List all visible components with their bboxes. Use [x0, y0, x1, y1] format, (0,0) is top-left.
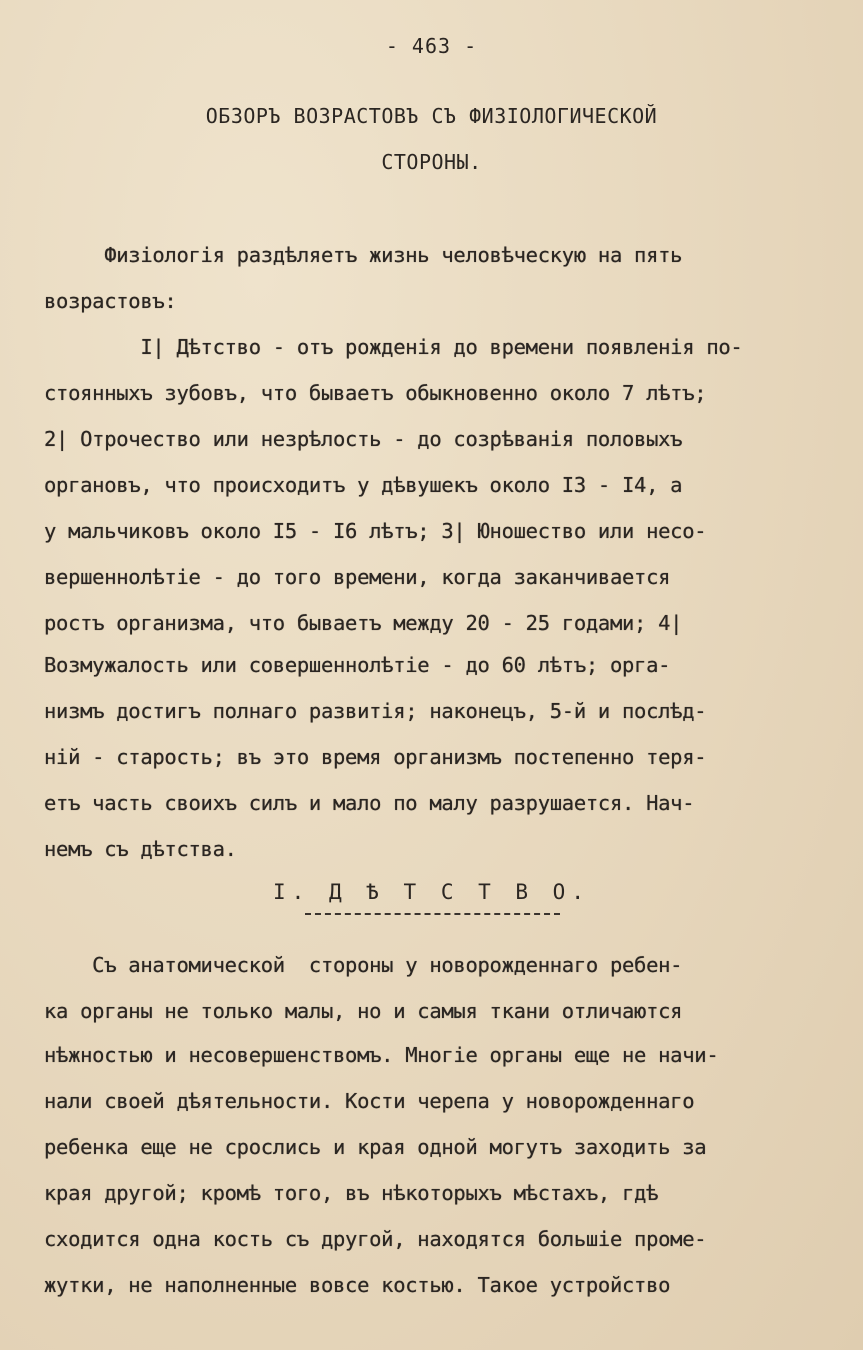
text-line: нѣжностью и несовершенствомъ. Многіе органы еще не начи-: [44, 1043, 719, 1067]
text-line: ребенка еще не срослись и края одной могутъ заходить за: [44, 1135, 707, 1159]
title-line-2: СТОРОНЫ.: [381, 150, 482, 174]
section-underline: [305, 913, 560, 915]
text-line: немъ съ дѣтства.: [44, 837, 237, 861]
text-line: возрастовъ:: [44, 289, 177, 313]
text-line: ній - старость; въ это время организмъ постепенно теря-: [44, 745, 707, 769]
text-line: ростъ организма, что бываетъ между 20 - 25 годами; 4|: [44, 611, 683, 635]
text-line: 2| Отрочество или незрѣлость - до созрѣванія половыхъ: [44, 427, 683, 451]
text-line: вершеннолѣтіе - до того времени, когда заканчивается: [44, 565, 671, 589]
text-line: Физіологія раздѣляетъ жизнь человѣческую на пять: [44, 243, 683, 267]
text-line: Съ анатомической стороны у новорожденнаго ребен-: [44, 953, 683, 977]
text-line: I| Дѣтство - отъ рожденія до времени появленія по-: [44, 335, 743, 359]
text-line: жутки, не наполненные вовсе костью. Такое устройство: [44, 1273, 671, 1297]
text-line: ка органы не только малы, но и самыя ткани отличаются: [44, 999, 683, 1023]
text-line: органовъ, что происходитъ у дѣвушекъ около I3 - I4, а: [44, 473, 683, 497]
text-line: етъ часть своихъ силъ и мало по малу разрушается. Нач-: [44, 791, 695, 815]
text-line: Возмужалость или совершеннолѣтіе - до 60 лѣтъ; орга-: [44, 653, 671, 677]
text-line: низмъ достигъ полнаго развитія; наконецъ, 5-й и послѣд-: [44, 699, 707, 723]
text-line: стоянныхъ зубовъ, что бываетъ обыкновенно около 7 лѣтъ;: [44, 381, 707, 405]
section-heading: I. Д Ѣ Т С Т В О.: [273, 880, 590, 904]
text-line: края другой; кромѣ того, въ нѣкоторыхъ мѣстахъ, гдѣ: [44, 1181, 659, 1205]
text-line: нали своей дѣятельности. Кости черепа у новорожденнаго: [44, 1089, 695, 1113]
text-line: у мальчиковъ около I5 - I6 лѣтъ; 3| Юношество или несо-: [44, 519, 707, 543]
title-line-1: ОБЗОРЪ ВОЗРАСТОВЪ СЪ ФИЗІОЛОГИЧЕСКОЙ: [205, 104, 658, 128]
page-number: - 463 -: [385, 34, 478, 58]
text-line: сходится одна кость съ другой, находятся большіе проме-: [44, 1227, 707, 1251]
